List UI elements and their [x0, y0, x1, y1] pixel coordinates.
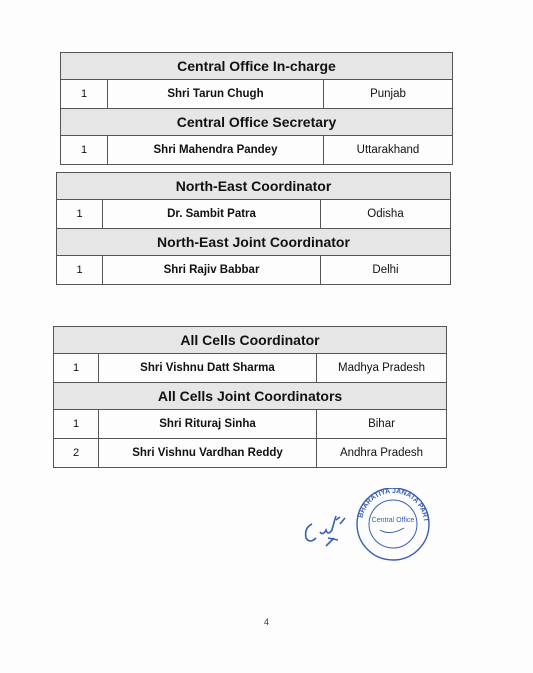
signature-stroke-icon — [306, 524, 316, 541]
member-state: Andhra Pradesh — [317, 439, 447, 468]
north-east-table — [56, 172, 451, 285]
table-row — [61, 80, 453, 109]
member-state: Odisha — [321, 200, 451, 229]
page-number: 4 — [263, 617, 269, 627]
member-name: Shri Vishnu Vardhan Reddy — [99, 439, 317, 468]
all-cells-table — [53, 326, 447, 468]
row-number: 1 — [57, 256, 103, 285]
member-name: Dr. Sambit Patra — [103, 200, 321, 229]
table-row — [61, 136, 453, 165]
table-row — [54, 439, 447, 468]
section-heading: North-East Coordinator — [57, 173, 451, 200]
table-row — [54, 410, 447, 439]
stamp-seal-icon — [292, 488, 442, 568]
table-row — [54, 354, 447, 383]
member-name: Shri Rajiv Babbar — [103, 256, 321, 285]
member-name: Shri Mahendra Pandey — [108, 136, 324, 165]
row-number: 1 — [54, 354, 99, 383]
section-heading: All Cells Coordinator — [54, 327, 447, 354]
table-row — [57, 256, 451, 285]
row-number: 2 — [54, 439, 99, 468]
signature-stroke-icon — [326, 538, 338, 546]
member-state: Uttarakhand — [324, 136, 453, 165]
member-state: Bihar — [317, 410, 447, 439]
row-number: 1 — [57, 200, 103, 229]
member-state: Delhi — [321, 256, 451, 285]
member-state: Madhya Pradesh — [317, 354, 447, 383]
row-number: 1 — [54, 410, 99, 439]
member-name: Shri Tarun Chugh — [108, 80, 324, 109]
member-name: Shri Rituraj Sinha — [99, 410, 317, 439]
signature-stroke-icon — [336, 517, 345, 524]
row-number: 1 — [61, 136, 108, 165]
row-number: 1 — [61, 80, 108, 109]
section-heading: North-East Joint Coordinator — [57, 229, 451, 256]
section-heading: All Cells Joint Coordinators — [54, 383, 447, 410]
stamp-center-text: Central Office — [371, 517, 415, 524]
stamp-ring-text: BHARATIYA JANATA PART — [357, 488, 429, 523]
signature-stroke-icon — [320, 516, 336, 534]
table-row — [57, 200, 451, 229]
section-heading: Central Office In-charge — [61, 53, 453, 80]
section-heading: Central Office Secretary — [61, 109, 453, 136]
member-name: Shri Vishnu Datt Sharma — [99, 354, 317, 383]
office-stamp — [292, 488, 442, 568]
central-office-table — [60, 52, 453, 165]
member-state: Punjab — [324, 80, 453, 109]
